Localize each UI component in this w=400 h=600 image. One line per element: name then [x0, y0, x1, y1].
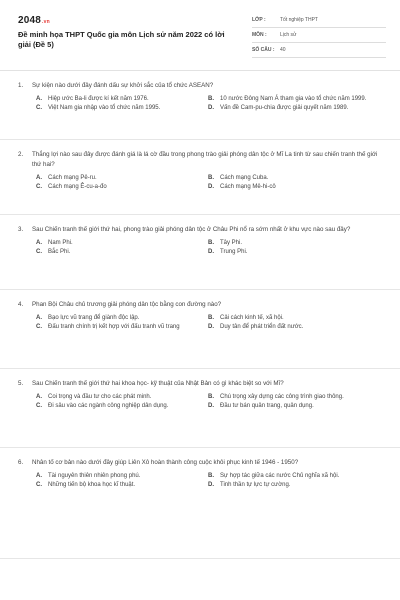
- option-letter: D.: [208, 249, 214, 256]
- question-text: [0, 140, 400, 170]
- meta-value: Lịch sử: [280, 32, 297, 38]
- option-text: Cách mạng Ê-cu-a-đo: [48, 184, 107, 191]
- option-row: [36, 481, 400, 490]
- answer-option[interactable]: [36, 481, 208, 490]
- option-row: [36, 239, 400, 248]
- answer-options: [0, 389, 400, 412]
- option-row: [36, 183, 400, 192]
- question-item: [0, 369, 400, 448]
- answer-option[interactable]: [208, 314, 380, 323]
- option-row: [36, 472, 400, 481]
- option-text: Cách mạng Mê-hi-cô: [220, 184, 276, 191]
- answer-option[interactable]: [36, 174, 208, 183]
- option-text: Chú trọng xây dựng các công trình giao thông.: [220, 393, 344, 400]
- question-text: [0, 215, 400, 235]
- option-letter: A.: [36, 95, 42, 102]
- meta-key: SỐ CÂU :: [252, 47, 275, 53]
- option-letter: A.: [36, 472, 42, 479]
- answer-option[interactable]: [36, 393, 208, 402]
- answer-options: [0, 310, 400, 333]
- answer-option[interactable]: [36, 248, 208, 257]
- question-prompt: Nhân tố cơ bản nào dưới đây giúp Liên Xô hoàn thành công cuộc khôi phục kinh tế 1946 - 1950?: [32, 459, 299, 466]
- question-text: [0, 71, 400, 91]
- meta-row: [252, 13, 386, 28]
- logo-suffix: .vn: [42, 19, 50, 25]
- option-letter: D.: [208, 403, 214, 410]
- answer-option[interactable]: [208, 104, 380, 113]
- question-number: 6.: [18, 459, 24, 466]
- option-text: Việt Nam gia nhập vào tổ chức năm 1995.: [48, 105, 161, 112]
- answer-option[interactable]: [208, 393, 380, 402]
- answer-option[interactable]: [208, 481, 380, 490]
- meta-value: 40: [280, 47, 286, 53]
- question-number: 4.: [18, 301, 24, 308]
- option-row: [36, 393, 400, 402]
- option-letter: B.: [208, 95, 214, 102]
- answer-option[interactable]: [208, 174, 380, 183]
- meta-key: LỚP :: [252, 17, 266, 23]
- option-text: Những tiến bộ khoa học kĩ thuật.: [48, 482, 136, 489]
- option-text: Bạo lực vũ trang để giành độc lập.: [48, 314, 140, 321]
- option-letter: A.: [36, 393, 42, 400]
- question-prompt: Thắng lợi nào sau đây được đánh giá là lá cờ đầu trong phong trào giải phóng dân tộc ở Mĩ La tinh từ sau chiến tranh thế giới thứ hai?: [32, 151, 378, 168]
- option-row: [36, 104, 400, 113]
- question-item: [0, 448, 400, 559]
- option-row: [36, 323, 400, 332]
- option-row: [36, 95, 400, 104]
- logo-text: 2048: [18, 15, 42, 26]
- option-letter: B.: [208, 393, 214, 400]
- answer-option[interactable]: [36, 183, 208, 192]
- option-letter: B.: [208, 314, 214, 321]
- question-item: [0, 140, 400, 215]
- option-letter: A.: [36, 239, 42, 246]
- answer-option[interactable]: [36, 323, 208, 332]
- answer-option[interactable]: [208, 323, 380, 332]
- option-text: Bắc Phi.: [48, 249, 71, 256]
- option-letter: D.: [208, 482, 214, 489]
- option-text: Đầu tư bán quân trang, quân dụng.: [220, 403, 314, 410]
- option-letter: C.: [36, 403, 42, 410]
- option-letter: C.: [36, 105, 42, 112]
- option-text: Đấu tranh chính trị kết hợp với đấu tranh vũ trang: [48, 324, 180, 331]
- meta-key: MÔN :: [252, 32, 267, 38]
- answer-options: [0, 91, 400, 114]
- option-row: [36, 174, 400, 183]
- option-text: Đi sâu vào các ngành công nghiệp dân dụng.: [48, 403, 169, 410]
- option-text: Cải cách kinh tế, xã hội.: [220, 314, 284, 321]
- answer-option[interactable]: [36, 472, 208, 481]
- answer-options: [0, 468, 400, 491]
- answer-option[interactable]: [36, 239, 208, 248]
- option-text: 10 nước Đông Nam Á tham gia vào tổ chức năm 1999.: [220, 95, 367, 102]
- answer-option[interactable]: [208, 239, 380, 248]
- meta-row: [252, 28, 386, 43]
- option-text: Hiệp ước Ba-li được kí kết năm 1976.: [48, 95, 149, 102]
- option-text: Tinh thần tự lực tự cường.: [220, 482, 291, 489]
- page-title: Đề minh họa THPT Quốc gia môn Lịch sử năm 2022 có lời giải (Đề 5): [18, 30, 225, 49]
- option-text: Duy tân để phát triển đất nước.: [220, 324, 304, 331]
- option-letter: D.: [208, 324, 214, 331]
- question-text: [0, 290, 400, 310]
- option-text: Nam Phi.: [48, 239, 73, 246]
- option-text: Trung Phi.: [220, 249, 248, 256]
- question-prompt: Sau Chiến tranh thế giới thứ hai, phong trào giải phóng dân tộc ở Châu Phi nổ ra sớm nhất ở khu vực nào sau đây?: [32, 226, 351, 233]
- question-prompt: Sau Chiến tranh thế giới thứ hai khoa học- kỹ thuật của Nhật Bản có gì khác biệt so với Mĩ?: [32, 380, 284, 387]
- question-item: [0, 290, 400, 369]
- question-item: [0, 215, 400, 290]
- answer-option[interactable]: [208, 95, 380, 104]
- question-list: [0, 71, 400, 559]
- answer-option[interactable]: [36, 402, 208, 411]
- header: [0, 0, 400, 58]
- answer-options: [0, 170, 400, 193]
- option-text: Sự hợp tác giữa các nước Chủ nghĩa xã hội.: [220, 472, 340, 479]
- option-letter: B.: [208, 239, 214, 246]
- option-text: Tài nguyên thiên nhiên phong phú.: [48, 472, 141, 479]
- site-logo[interactable]: [18, 15, 50, 26]
- answer-option[interactable]: [208, 183, 380, 192]
- option-letter: D.: [208, 184, 214, 191]
- option-letter: B.: [208, 472, 214, 479]
- question-number: 3.: [18, 226, 24, 233]
- option-letter: B.: [208, 174, 214, 181]
- question-number: 2.: [18, 151, 24, 158]
- option-letter: A.: [36, 314, 42, 321]
- question-number: 1.: [18, 82, 24, 89]
- option-letter: C.: [36, 482, 42, 489]
- option-letter: A.: [36, 174, 42, 181]
- question-text: [0, 448, 400, 468]
- option-row: [36, 248, 400, 257]
- option-letter: C.: [36, 324, 42, 331]
- question-number: 5.: [18, 380, 24, 387]
- meta-row: [252, 43, 386, 58]
- question-prompt: Sự kiện nào dưới đây đánh dấu sự khởi sắc của tổ chức ASEAN?: [32, 82, 214, 89]
- exam-meta-table: [252, 13, 386, 58]
- question-text: [0, 369, 400, 389]
- answer-option[interactable]: [36, 104, 208, 113]
- answer-option[interactable]: [208, 472, 380, 481]
- answer-option[interactable]: [36, 95, 208, 104]
- option-text: Vấn đề Cam-pu-chia được giải quyết năm 1989.: [220, 105, 349, 112]
- option-letter: D.: [208, 105, 214, 112]
- answer-option[interactable]: [36, 314, 208, 323]
- answer-option[interactable]: [208, 248, 380, 257]
- option-row: [36, 314, 400, 323]
- meta-value: Tốt nghiệp THPT: [280, 17, 318, 23]
- option-text: Tây Phi.: [220, 239, 243, 246]
- question-item: [0, 71, 400, 140]
- option-row: [36, 402, 400, 411]
- answer-options: [0, 235, 400, 258]
- option-letter: C.: [36, 249, 42, 256]
- option-letter: C.: [36, 184, 42, 191]
- question-prompt: Phan Bội Châu chủ trương giải phóng dân tộc bằng con đường nào?: [32, 301, 222, 308]
- option-text: Cách mạng Pê-ru.: [48, 174, 97, 181]
- answer-option[interactable]: [208, 402, 380, 411]
- option-text: Cách mạng Cuba.: [220, 174, 269, 181]
- option-text: Coi trọng và đầu tư cho các phát minh.: [48, 393, 152, 400]
